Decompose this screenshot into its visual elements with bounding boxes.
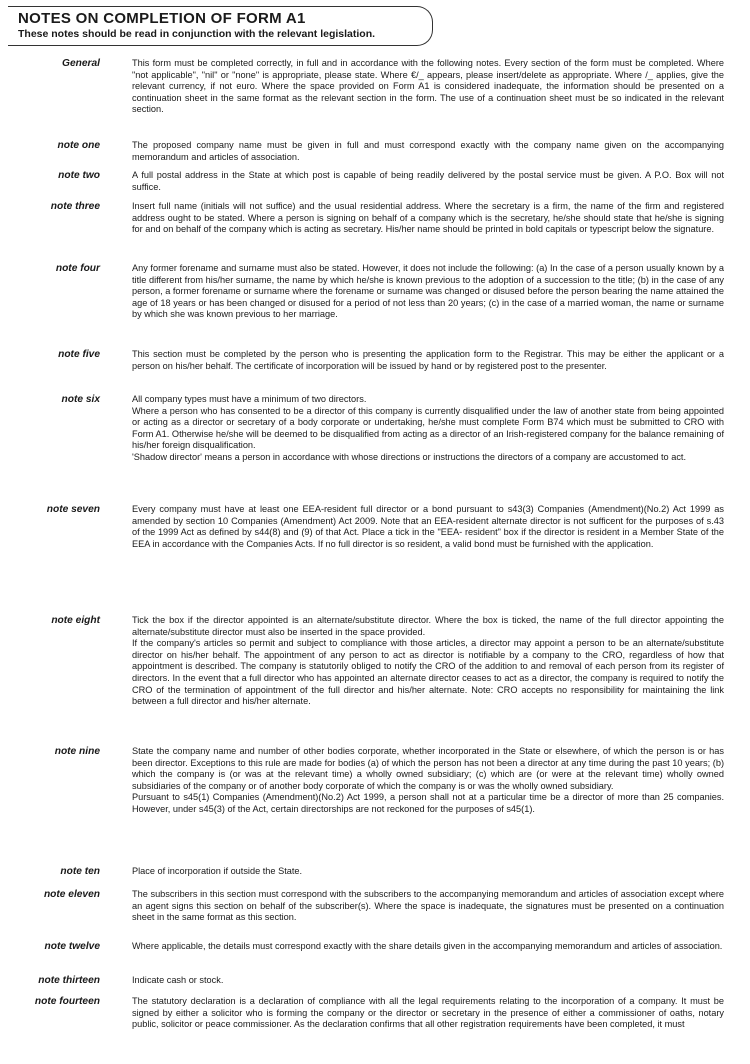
note-text: Any former forename and surname must also be stated. However, it does not include the following: (a) In the case of a person usually known by a title different from his/her surname, the name by which he/she is known previous to the adoption of a succession to the title; (b) in the case of any person, a former forename or surname where the forename or surname was changed or disused before the person bearing the name attained the age of 18 years or has been changed or disused for a period of not less than 20 years; (c) in the case of a married woman, the name or surname by which she was known previous to her marriage. [132, 263, 724, 320]
note-label: note one [57, 140, 100, 151]
note-label: General [62, 58, 100, 69]
note-label: note twelve [44, 941, 100, 952]
note-text: All company types must have a minimum of two directors. Where a person who has consented to be a director of this company is currently disqualified under the law of another state from being appointed or acting as a director or secretary of a body corporate or undertaking, he/she must complete Form B74 which must be submitted to CRO with Form A1. Otherwise he/she will be deemed to be disqualified from acting as a director of an Irish-registered company for the balance remaining of his/her foreign disqualification. 'Shadow director' means a person in accordance with whose directions or instructions the directors of a company are accustomed to act. [132, 394, 724, 462]
note-text: The proposed company name must be given in full and must correspond exactly with the company name given on the accompanying memorandum and articles of association. [132, 140, 724, 162]
note-label: note nine [54, 746, 100, 757]
page-subtitle: These notes should be read in conjunction with the relevant legislation. [18, 28, 376, 40]
page-title: NOTES ON COMPLETION OF FORM A1 [18, 10, 306, 27]
note-label: note fourteen [34, 996, 100, 1007]
note-label: note eleven [43, 889, 100, 900]
note-label: note seven [46, 504, 100, 515]
note-label: note eight [51, 615, 100, 626]
note-text: Tick the box if the director appointed is an alternate/substitute director. Where the box is ticked, the name of the full director appointing the alternate/substitute director must also be inserted in the space provided. If the company's articles so permit and subject to compliance with those articles, a director may appoint a person to be an alternate/substitute director on his/her behalf. The appointment of any person to act as director is notifiable by a company to the CRO, regardless of how that appointment is described. The company is statutorily obliged to notify the CRO of the addition to and removal of each person from its register of directors. In the event that a full director who has appointed an alternate director ceases to act as a director, the company is required to notify the CRO of the termination of appointment of the full director and his/her alternate. Note: CRO accepts no responsibility for maintaining the link between a full director and his/her alternate. [132, 615, 724, 707]
note-text: The statutory declaration is a declaration of compliance with all the legal requirements relating to the incorporation of a company. It must be signed by either a solicitor who is forming the company or the director or secretary in the presence of either a commissioner of oaths, notary public, solicitor or peace commissioner. As the declaration confirms that all other registration requirements have been completed, it must [132, 996, 724, 1030]
note-label: note six [61, 394, 100, 405]
note-text: The subscribers in this section must correspond with the subscribers to the accompanying memorandum and articles of association except where an agent signs this section on behalf of the subscriber(s). Where the space is inadequate, the signatures must be presented on a continuation sheet in the same format as this section. [132, 889, 724, 923]
note-label: note ten [60, 866, 100, 877]
note-text: Insert full name (initials will not suffice) and the usual residential address. Where the secretary is a firm, the name of the firm and registered address ought to be stated. Where a person is signing on behalf of a company which is the secretary, he/she should state that he/she is signing for and on behalf of the company which is acting as secretary. His/her name should be printed in bold capitals or typescript below the signature. [132, 201, 724, 235]
note-text: This section must be completed by the person who is presenting the application form to the Registrar. This may be either the applicant or a person on his/her behalf. The certificate of incorporation will be issued by hand or by registered post to the presenter. [132, 349, 724, 371]
note-label: note five [58, 349, 100, 360]
note-text: Indicate cash or stock. [132, 975, 224, 985]
note-label: note three [50, 201, 100, 212]
note-text: Where applicable, the details must correspond exactly with the share details given in the accompanying memorandum and articles of association. [132, 941, 723, 951]
note-text: This form must be completed correctly, in full and in accordance with the following notes. Every section of the form must be completed. Where "not applicable", "nil" or "none" is appropriate, please state. Where €/_ appears, please insert/delete as appropriate. Where /_ applies, give the relevant currency, if not euro. Where the space provided on Form A1 is considered inadequate, the information should be presented on a continuation sheet in the same format as the relevant section in the form. The use of a continuation sheet must be so indicated in the relevant section. [132, 58, 724, 115]
note-label: note thirteen [38, 975, 100, 986]
note-text: Place of incorporation if outside the State. [132, 866, 303, 876]
note-text: Every company must have at least one EEA-resident full director or a bond pursuant to s43(3) Companies (Amendment)(No.2) Act 1999 as amended by section 10 Companies (Amendment) Act 2009. Note that an EEA-resident alternate director is not sufficent for the purposes of s.43 of the 1999 Act as defined by s44(8) and (9) of that Act. Place a tick in the "EEA- resident" box if the director is resident in a Member State of the EEA in accordance with the Companies Acts. If no full director is so resident, a valid bond must be furnished with the application. [132, 504, 724, 549]
note-text: A full postal address in the State at which post is capable of being readily delivered by the postal service must be given. A P.O. Box will not suffice. [132, 170, 724, 192]
note-label: note two [58, 170, 100, 181]
note-text: State the company name and number of other bodies corporate, whether incorporated in the State or elsewhere, of which the person is or has been director. Exceptions to this rule are made for bodies (a) of which the person has not been a director at any time during the past 10 years; (b) which the company is (or was at the relevant time) a wholly owned subsidiary; (c) which are (or were at the relevant time) wholly owned subsidiaries of the company or of another body corporate of which the company is or was the wholly owned subsidiary. Pursuant to s45(1) Companies (Amendment)(No.2) Act 1999, a person shall not at a particular time be a director of more than 25 companies. However, under s45(3) of the Act, certain directorships are not reckoned for the purposes of s45(1). [132, 746, 724, 814]
note-label: note four [55, 263, 100, 274]
